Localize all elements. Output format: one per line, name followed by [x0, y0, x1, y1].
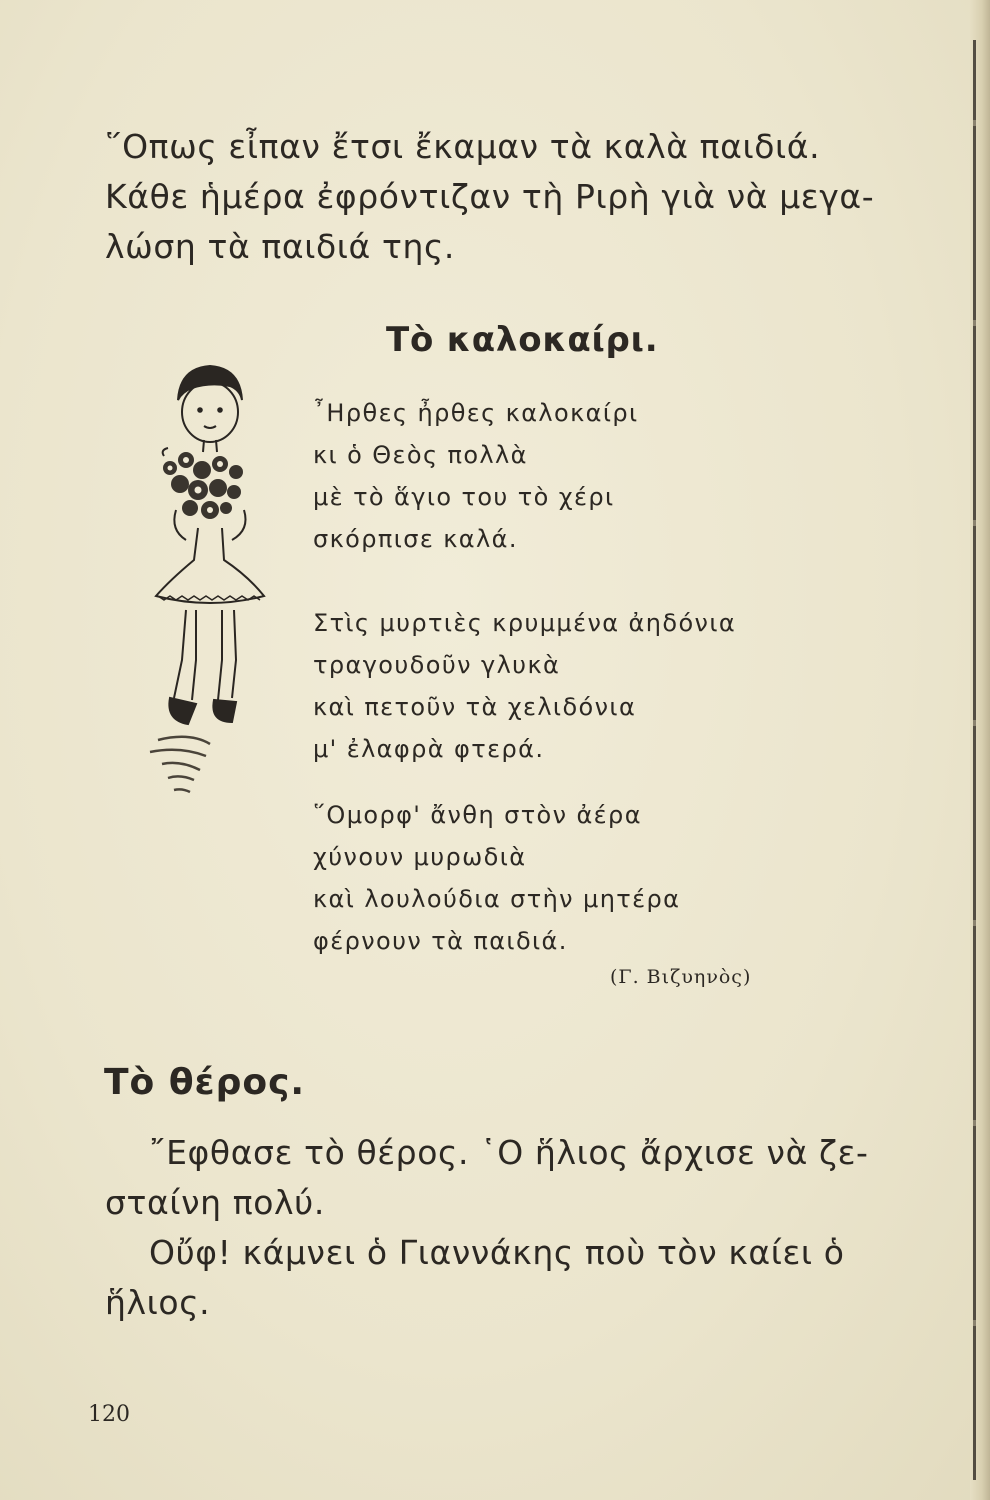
text-line: Κάθε ἡμέρα ἐφρόντιζαν τὴ Ριρὴ γιὰ νὰ μεγα-	[105, 177, 875, 216]
poem-stanza	[313, 794, 680, 962]
poem-line: καὶ πετοῦν τὰ χελιδόνια	[313, 693, 637, 721]
poem-line: Στὶς μυρτιὲς κρυμμένα ἀηδόνια	[313, 609, 737, 637]
poem-line: ῏Ηρθες ἦρθες καλοκαίρι	[313, 399, 639, 427]
poem-line: κι ὁ Θεὸς πολλὰ	[313, 441, 528, 469]
poem-line: μὲ τὸ ἅγιο του τὸ χέρι	[313, 483, 615, 511]
poem-stanza	[313, 392, 639, 560]
text-line: Οὔφ! κάμνει ὁ Γιαννάκης ποὺ τὸν καίει ὁ	[149, 1233, 845, 1272]
text-line: σταίνη πολύ.	[105, 1183, 325, 1222]
poem-title: Τὸ καλοκαίρι.	[386, 320, 659, 360]
text-line: λώση τὰ παιδιά της.	[105, 227, 456, 266]
poem-attribution: (Γ. Βιζυηνὸς)	[610, 966, 752, 988]
paragraph-intro	[105, 122, 925, 272]
poem-line: μ' ἐλαφρὰ φτερά.	[313, 735, 545, 763]
poem-line: καὶ λουλούδια στὴν μητέρα	[313, 885, 681, 913]
poem-line: φέρνουν τὰ παιδιά.	[313, 927, 568, 955]
girl-with-flower-bouquet-illustration	[140, 360, 270, 820]
poem-line: χύνουν μυρωδιὰ	[313, 843, 527, 871]
poem-line: τραγουδοῦν γλυκὰ	[313, 651, 561, 679]
section-title: Τὸ θέρος.	[104, 1062, 306, 1103]
paragraph-summer	[105, 1128, 925, 1328]
poem-line: ῞Ομορφ' ἄνθη στὸν ἀέρα	[313, 801, 642, 829]
poem-stanza	[313, 602, 736, 770]
text-line: ῎Εφθασε τὸ θέρος. ῾Ο ἥλιος ἄρχισε νὰ ζε-	[149, 1133, 869, 1172]
text-line: ῞Οπως εἶπαν ἔτσι ἔκαμαν τὰ καλὰ παιδιά.	[105, 127, 821, 166]
page-number: 120	[88, 1402, 130, 1427]
text-line: ἥλιος.	[105, 1283, 211, 1322]
poem-line: σκόρπισε καλά.	[313, 525, 518, 553]
binding-line	[973, 40, 976, 1480]
